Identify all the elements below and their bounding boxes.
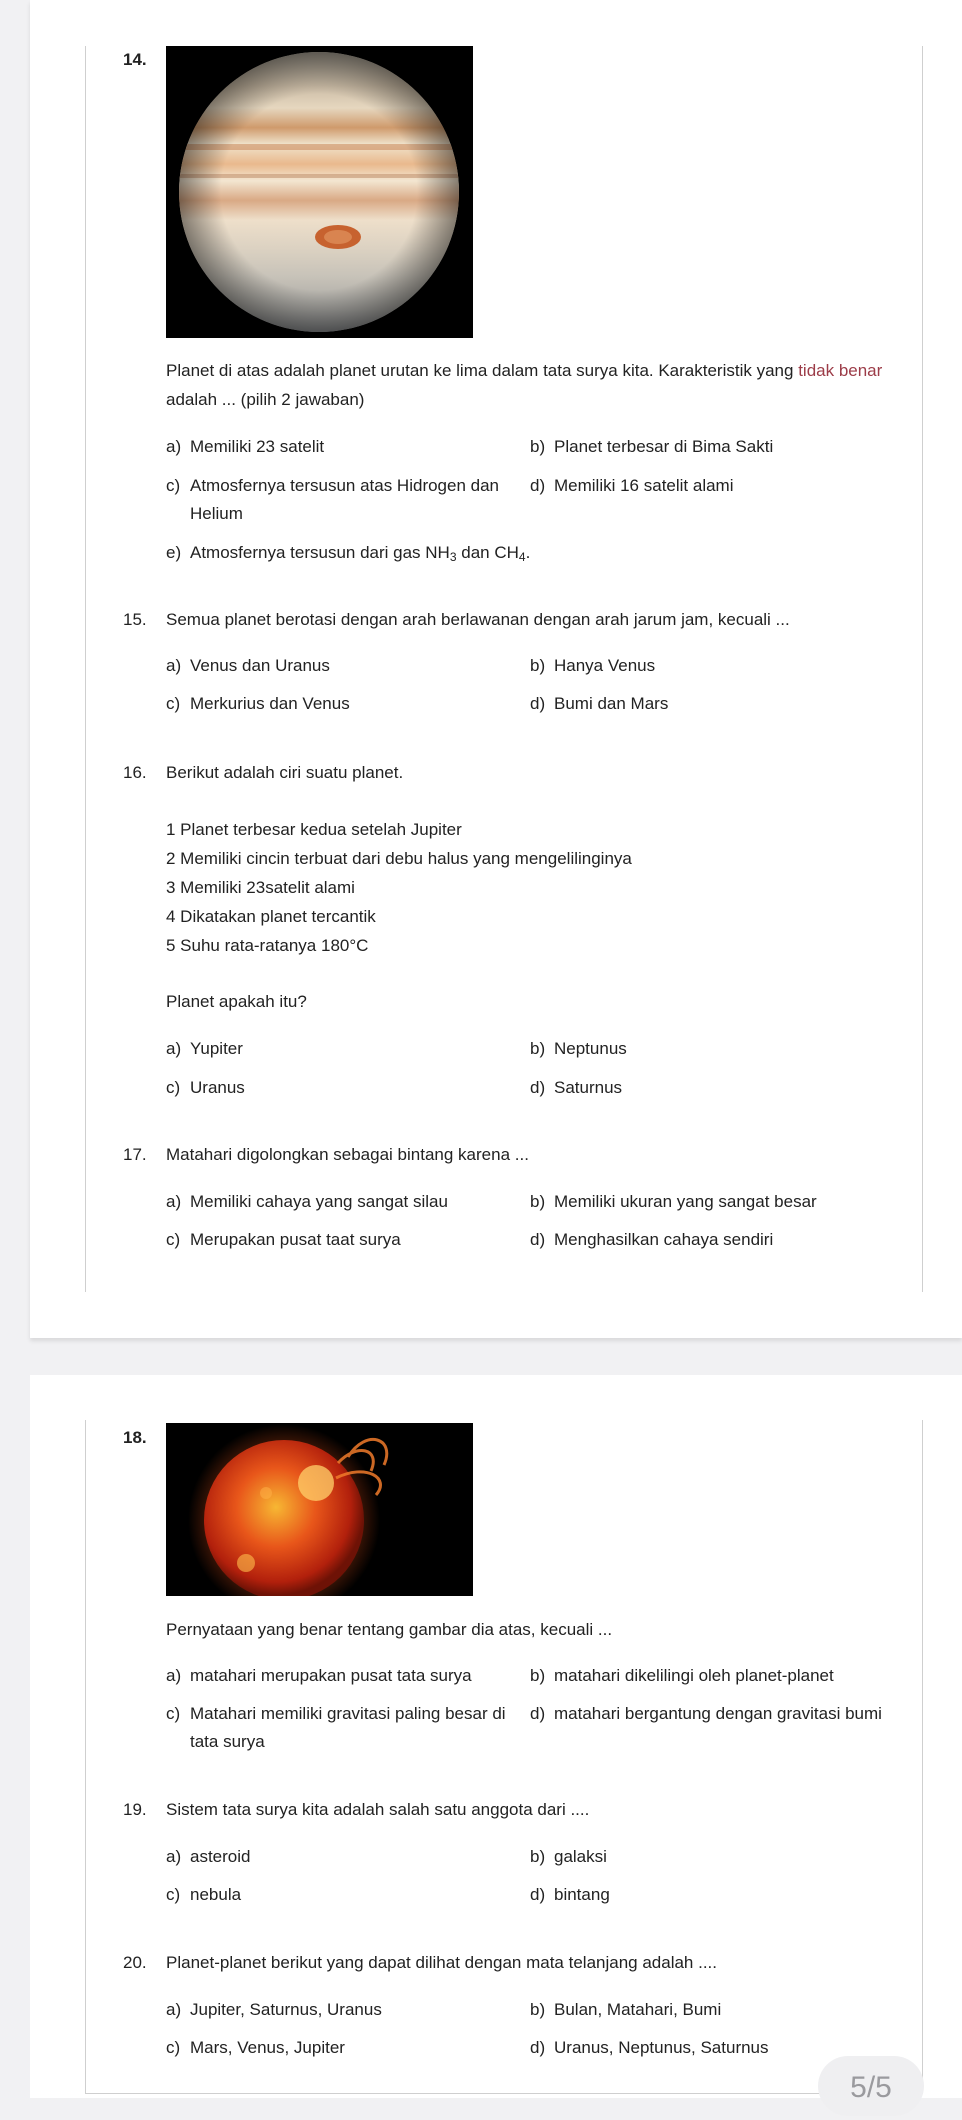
question-text: Matahari digolongkan sebagai bintang karena ... bbox=[166, 1145, 529, 1164]
question-number: 14. bbox=[123, 50, 147, 69]
answer-option-c[interactable]: c) Atmosfernya tersusun atas Hidrogen dan Helium bbox=[166, 476, 500, 523]
list-item: 5 Suhu rata-ratanya 180°C bbox=[166, 936, 369, 955]
question-number: 15. bbox=[123, 610, 147, 629]
question-text: Semua planet berotasi dengan arah berlawanan dengan arah jarum jam, kecuali ... bbox=[166, 610, 790, 629]
answer-option-c[interactable]: c) Matahari memiliki gravitasi paling besar di tata surya bbox=[166, 1704, 506, 1751]
page-indicator[interactable]: 5/5 bbox=[818, 2056, 924, 2116]
page-border-left bbox=[85, 46, 86, 1292]
question-text: Pernyataan yang benar tentang gambar dia atas, kecuali ... bbox=[166, 1620, 613, 1639]
page-border-right bbox=[922, 1420, 923, 2093]
question-number: 19. bbox=[123, 1800, 147, 1819]
list-item: 2 Memiliki cincin terbuat dari debu halus yang mengelilinginya bbox=[166, 849, 632, 868]
list-item: 1 Planet terbesar kedua setelah Jupiter bbox=[166, 820, 462, 839]
jupiter-image bbox=[166, 46, 473, 338]
question-number: 18. bbox=[123, 1428, 147, 1447]
question-text: Sistem tata surya kita adalah salah satu anggota dari .... bbox=[166, 1800, 590, 1819]
emphasis-text: tidak benar bbox=[798, 361, 883, 380]
question-number: 20. bbox=[123, 1953, 147, 1972]
page-border-left bbox=[85, 1420, 86, 2093]
sun-image bbox=[166, 1423, 473, 1596]
question-number: 17. bbox=[123, 1145, 147, 1164]
question-prompt: Planet apakah itu? bbox=[166, 992, 307, 1011]
question-text: adalah ... (pilih 2 jawaban) bbox=[166, 390, 365, 409]
list-item: 4 Dikatakan planet tercantik bbox=[166, 907, 376, 926]
question-text: Planet di atas adalah planet urutan ke lima dalam tata surya kita. Karakteristik yang tidak benar bbox=[166, 361, 883, 380]
question-text: Planet-planet berikut yang dapat dilihat dengan mata telanjang adalah .... bbox=[166, 1953, 718, 1972]
page-border-right bbox=[922, 46, 923, 1292]
page-border-bottom bbox=[85, 2093, 923, 2094]
list-item: 3 Memiliki 23satelit alami bbox=[166, 878, 355, 897]
question-text: Berikut adalah ciri suatu planet. bbox=[166, 763, 404, 782]
question-number: 16. bbox=[123, 763, 147, 782]
